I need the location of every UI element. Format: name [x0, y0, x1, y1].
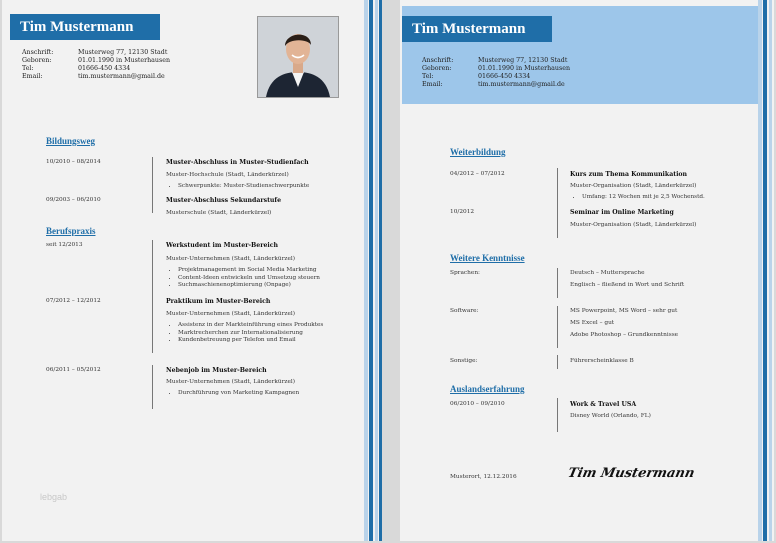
- contact-block: [422, 57, 570, 89]
- contact-label: Geboren:: [22, 57, 52, 64]
- entry-title: Work & Travel USA: [570, 401, 637, 408]
- cv-page-2: [400, 0, 774, 541]
- decorative-stripes: [362, 0, 382, 541]
- name-header: Tim Mustermann: [402, 16, 552, 42]
- entry-bullets: [570, 194, 705, 202]
- skill-line: MS Excel – gut: [570, 320, 615, 326]
- contact-value: tim.mustermann@gmail.de: [78, 73, 165, 80]
- entry-title: Werkstudent im Muster-Bereich: [166, 242, 279, 249]
- bullet-item: • Kundenbetreuung per Telefon und Email: [178, 337, 323, 345]
- skill-label: Sprachen:: [450, 270, 481, 276]
- contact-value: Musterweg 77, 12130 Stadt: [78, 49, 168, 56]
- contact-value: 01.01.1990 in Musterhausen: [478, 65, 571, 72]
- entry-bullets: [166, 390, 299, 398]
- contact-label: Anschrift:: [422, 57, 454, 64]
- cv-page-1: [2, 0, 382, 541]
- entry-title: Muster-Abschluss in Muster-Studienfach: [166, 159, 309, 166]
- entry-bullets: [166, 322, 323, 345]
- contact-value: tim.mustermann@gmail.de: [478, 81, 565, 88]
- bullet-item: • Marktrecherchen zur Internationalisierung: [178, 330, 323, 338]
- signature: Tim Mustermann: [566, 466, 696, 481]
- contact-label: Tel:: [422, 73, 434, 80]
- entry-title: Seminar im Online Marketing: [570, 209, 674, 216]
- contact-value: 01666-450 4334: [478, 73, 531, 80]
- section-title-skills: Weitere Kenntnisse: [450, 253, 525, 263]
- section-title-education: Bildungsweg: [46, 136, 96, 146]
- profile-photo: [257, 16, 339, 98]
- timeline-divider: [152, 157, 153, 213]
- bullet-item: • Suchmaschienenoptimierung (Onpage): [178, 282, 320, 290]
- entry-date: 10/2010 – 08/2014: [46, 159, 101, 165]
- timeline-divider: [557, 355, 558, 369]
- timeline-divider: [152, 365, 153, 409]
- skill-line: Deutsch – Muttersprache: [570, 270, 645, 276]
- contact-label: Tel:: [22, 65, 34, 72]
- skill-line: Englisch – fließend in Wort und Schrift: [570, 282, 685, 288]
- bullet-item: • Umfang: 12 Wochen mit je 2,5 Wochenstd.: [582, 194, 705, 202]
- bullet-item: • Content-Ideen entwickeln und Umsetzug steuern: [178, 275, 320, 283]
- contact-value: 01.01.1990 in Musterhausen: [78, 57, 171, 64]
- skill-line: MS Powerpoint, MS Word – sehr gut: [570, 308, 678, 314]
- contact-block: [22, 49, 170, 81]
- entry-date: 09/2003 – 06/2010: [46, 197, 101, 203]
- bullet-item: • Projektmanagement im Social Media Marketing: [178, 267, 320, 275]
- skill-line: Führerscheinklasse B: [570, 358, 634, 364]
- entry-bullets: [166, 183, 309, 191]
- name-header: Tim Mustermann: [10, 14, 160, 40]
- section-title-training: Weiterbildung: [450, 147, 506, 157]
- contact-value: Musterweg 77, 12130 Stadt: [478, 57, 568, 64]
- bullet-item: • Schwerpunkte: Muster-Studienschwerpunkte: [178, 183, 309, 191]
- timeline-divider: [557, 398, 558, 432]
- skill-line: Adobe Photoshop – Grundkenntnisse: [570, 332, 679, 338]
- contact-label: Email:: [22, 73, 43, 80]
- section-title-experience: Berufspraxis: [46, 226, 96, 236]
- contact-label: Geboren:: [422, 65, 452, 72]
- entry-date: seit 12/2013: [46, 242, 83, 248]
- entry-date: 10/2012: [450, 209, 475, 215]
- person-portrait-icon: [258, 17, 338, 97]
- entry-organization: Muster-Unternehmen (Stadt, Länderkürzel): [166, 379, 295, 385]
- entry-organization: Muster-Organisation (Stadt, Länderkürzel): [570, 222, 697, 228]
- bullet-item: • Assistenz in der Markteinführung eines Produktes: [178, 322, 323, 330]
- bullet-item: • Durchführung von Marketing Kampagnen: [178, 390, 299, 398]
- watermark-text: lebgab: [40, 492, 68, 502]
- entry-title: Kurs zum Thema Kommunikation: [570, 171, 688, 178]
- contact-label: Anschrift:: [22, 49, 54, 56]
- entry-date: 07/2012 – 12/2012: [46, 298, 101, 304]
- skill-label: Sonstige:: [450, 358, 478, 364]
- entry-organization: Musterschule (Stadt, Länderkürzel): [166, 210, 272, 216]
- entry-organization: Muster-Organisation (Stadt, Länderkürzel): [570, 183, 697, 189]
- contact-label: Email:: [422, 81, 443, 88]
- entry-bullets: [166, 267, 320, 290]
- timeline-divider: [152, 297, 153, 353]
- entry-organization: Disney World (Orlando, FL): [570, 413, 651, 419]
- entry-organization: Muster-Unternehmen (Stadt, Länderkürzel): [166, 311, 295, 317]
- timeline-divider: [152, 240, 153, 297]
- decorative-stripes: [754, 0, 774, 541]
- timeline-divider: [557, 268, 558, 298]
- entry-title: Muster-Abschluss Sekundarstufe: [166, 197, 282, 204]
- entry-title: Praktikum im Muster-Bereich: [166, 298, 271, 305]
- section-title-abroad: Auslandserfahrung: [450, 384, 525, 394]
- contact-value: 01666-450 4334: [78, 65, 131, 72]
- place-date: Musterort, 12.12.2016: [450, 474, 517, 480]
- entry-date: 06/2010 – 09/2010: [450, 401, 505, 407]
- skill-label: Software:: [450, 308, 479, 314]
- entry-organization: Muster-Hochschule (Stadt, Länderkürzel): [166, 172, 289, 178]
- entry-organization: Muster-Unternehmen (Stadt, Länderkürzel): [166, 256, 295, 262]
- timeline-divider: [557, 168, 558, 238]
- entry-date: 06/2011 – 05/2012: [46, 367, 101, 373]
- entry-date: 04/2012 – 07/2012: [450, 171, 505, 177]
- entry-title: Nebenjob im Muster-Bereich: [166, 367, 267, 374]
- timeline-divider: [557, 306, 558, 348]
